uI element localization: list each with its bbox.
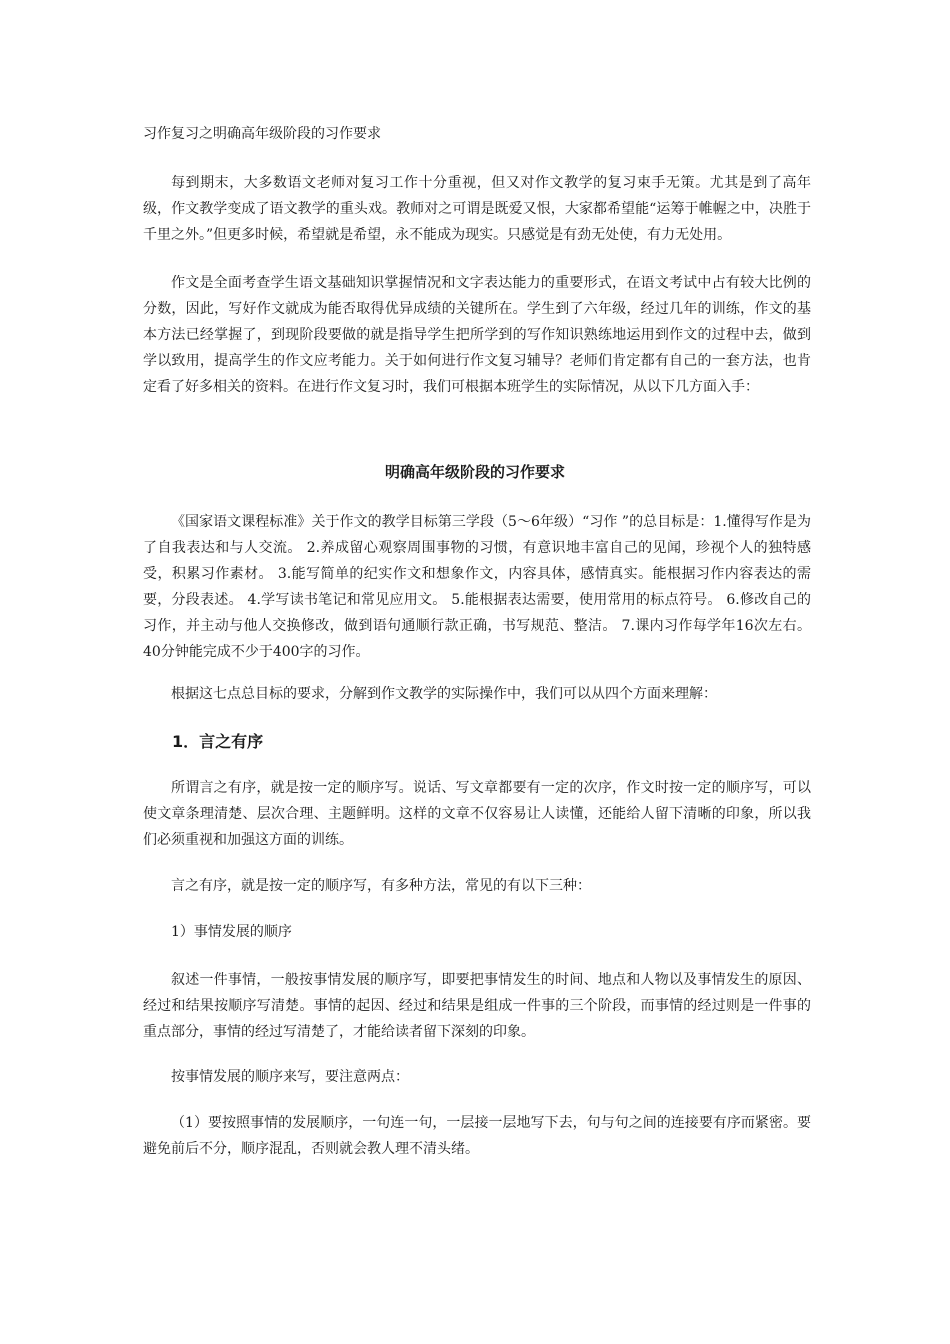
document-title: 习作复习之明确高年级阶段的习作要求 bbox=[143, 126, 381, 142]
curriculum-standard-paragraph: 《国家语文课程标准》关于作文的教学目标第三学段（5～6年级）“习作 ”的总目标是：1.懂得写作是为了自我表达和与人交流。 2.养成留心观察周围事物的习惯，有意识地丰富自己的见闻，珍视个人的独特感受，积累习作素材。 3.能写简单的纪实作文和想象作文，内容具体，感情真实。能根据习作内容表达的需要，分段表述。 4.学写读书笔记和常见应用文。 5.能根据表达需要，使用常用的标点符号。 6.修改自己的习作，并主动与他人交换修改，做到语句通顺行款正确，书写规范、整洁。 7.课内习作每学年16次左右。40分钟能完成不少于400字的习作。 bbox=[143, 514, 811, 660]
breakdown-paragraph: 根据这七点总目标的要求，分解到作文教学的实际操作中，我们可以从四个方面来理解： bbox=[171, 686, 717, 702]
point-1-paragraph: （1）要按照事情的发展顺序，一句连一句，一层接一层地写下去，句与句之间的连接要有序而紧密。要避免前后不分，顺序混乱，否则就会教人理不清头绪。 bbox=[143, 1115, 811, 1157]
intro-paragraph-1: 每到期末，大多数语文老师对复习工作十分重视，但又对作文教学的复习束手无策。尤其是到了高年级，作文教学变成了语文教学的重头戏。教师对之可谓是既爱又恨，大家都希望能“运筹于帷幄之中，决胜于千里之外。”但更多时候，希望就是希望，永不能成为现实。只感觉是有劲无处使，有力无处用。 bbox=[143, 175, 811, 243]
methods-paragraph: 言之有序，就是按一定的顺序写，有多种方法，常见的有以下三种： bbox=[171, 878, 591, 894]
two-points-paragraph: 按事情发展的顺序来写，要注意两点： bbox=[171, 1069, 409, 1085]
method-1-paragraph: 叙述一件事情，一般按事情发展的顺序写，即要把事情发生的时间、地点和人物以及事情发生的原因、经过和结果按顺序写清楚。事情的起因、经过和结果是组成一件事的三个阶段，而事情的经过则是一件事的重点部分，事情的经过写清楚了，才能给读者留下深刻的印象。 bbox=[143, 972, 811, 1040]
intro-paragraph-2: 作文是全面考查学生语文基础知识掌握情况和文字表达能力的重要形式，在语文考试中占有较大比例的分数，因此，写好作文就成为能否取得优异成绩的关键所在。学生到了六年级，经过几年的训练，作文的基本方法已经掌握了，到现阶段要做的就是指导学生把所学到的写作知识熟练地运用到作文的过程中去，做到学以致用，提高学生的作文应考能力。关于如何进行作文复习辅导？老师们肯定都有自己的一套方法，也肯定看了好多相关的资料。在进行作文复习时，我们可根据本班学生的实际情况，从以下几方面入手： bbox=[143, 275, 811, 395]
sub-heading-order: 1．言之有序 bbox=[172, 732, 264, 751]
method-1-title: 1）事情发展的顺序 bbox=[171, 924, 292, 940]
order-paragraph: 所谓言之有序，就是按一定的顺序写。说话、写文章都要有一定的次序，作文时按一定的顺序写，可以使文章条理清楚、层次合理、主题鲜明。这样的文章不仅容易让人读懂，还能给人留下清晰的印象，所以我们必须重视和加强这方面的训练。 bbox=[143, 780, 811, 848]
section-heading: 明确高年级阶段的习作要求 bbox=[384, 463, 565, 481]
